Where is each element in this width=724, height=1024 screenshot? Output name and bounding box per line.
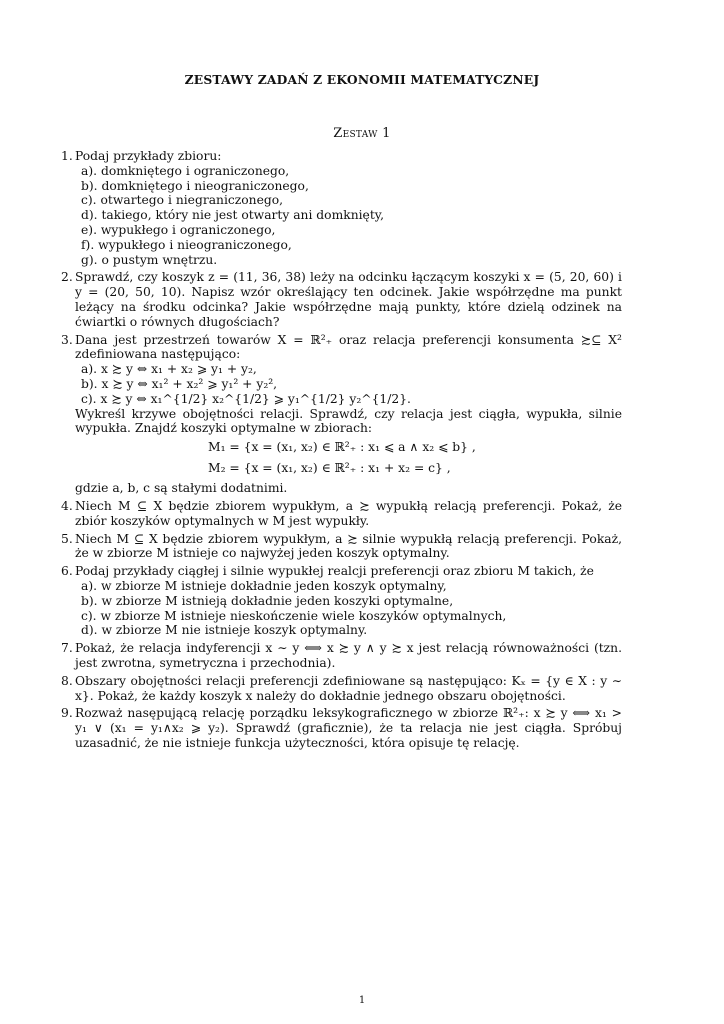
problem-3 (61, 333, 622, 496)
list-item: a). w zbiorze M istnieje dokładnie jeden koszyk optymalny, (81, 578, 447, 593)
problem-number: 3. (61, 332, 73, 347)
problem-text: Niech M ⊆ X będzie zbiorem wypukłym, a ≿ silnie wypukłą relacją preferencji. Pokaż, że w zbiorze M istnieje co najwyżej jeden koszyk optymalny. (75, 531, 622, 561)
problem-intro: Podaj przykłady ciągłej i silnie wypukłej realcji preferencji oraz zbioru M takich, że (75, 564, 594, 579)
problem-intro: Podaj przykłady zbioru: (75, 149, 222, 163)
list-item: c). w zbiorze M istnieje nieskończenie wiele koszyków optymalnych, (81, 608, 507, 623)
problem-closing: gdzie a, b, c są stałymi dodatnimi. (75, 481, 288, 496)
list-item: a). x ≿ y ⇔ x₁ + x₂ ⩾ y₁ + y₂, (81, 362, 257, 377)
problem-list (61, 149, 622, 754)
problem-intro: Dana jest przestrzeń towarów X = ℝ²₊ oraz relacja preferencji konsumenta ≿⊆ X² zdefiniowana następująco: (75, 332, 622, 362)
problem-6 (61, 564, 622, 638)
equation-m1: M₁ = {x = (x₁, x₂) ∈ ℝ²₊ : x₁ ⩽ a ∧ x₂ ⩽ b} , (208, 440, 476, 455)
list-item: b). w zbiorze M istnieją dokładnie jeden koszyki optymalne, (81, 593, 454, 608)
problem-number: 8. (61, 673, 73, 688)
problem-text: Wykreśl krzywe obojętności relacji. Sprawdź, czy relacja jest ciągła, wypukła, silnie wypukła. Znajdź koszyki optymalne w zbiorach: (75, 406, 622, 436)
list-item: c). x ≿ y ⇔ x₁^{1/2} x₂^{1/2} ⩾ y₁^{1/2} y₂^{1/2}. (81, 391, 411, 406)
list-item: d). w zbiorze M nie istnieje koszyk optymalny. (81, 623, 368, 638)
problem-text: Sprawdź, czy koszyk z = (11, 36, 38) leży na odcinku łączącym koszyki x = (5, 20, 60) i y = (20, 50, 10). Napisz wzór określający ten odcinek. Jakie współrzędne ma punkt leżący na środku odcinka? Jakie współrzędne mają punkty, które dzielą odzinek na ćwiartki o równych długościach? (75, 270, 622, 329)
problem-5 (61, 532, 622, 562)
list-item: f). wypukłego i nieograniczonego, (81, 237, 292, 252)
problem-9 (61, 706, 622, 750)
equation-block (75, 437, 622, 479)
problem-1 (61, 149, 622, 267)
problem-7 (61, 641, 622, 671)
list-item: c). otwartego i niegraniczonego, (81, 193, 284, 208)
problem-number: 7. (61, 641, 73, 656)
problem-number: 1. (61, 149, 73, 163)
page-number: 1 (358, 995, 366, 1006)
problem-text: Obszary obojętności relacji preferencji zdefiniowane są następująco: Kₓ = {y ∈ X : y ∼ x}. Pokaż, że każdy koszyk x należy do dokładnie jednego obszaru obojętności. (75, 673, 622, 703)
problem-8 (61, 674, 622, 704)
list-item: d). takiego, który nie jest otwarty ani domknięty, (81, 208, 384, 223)
list-item: a). domkniętego i ograniczonego, (81, 163, 290, 178)
problem-text: Rozważ nasępującą relację porządku leksykograficznego w zbiorze ℝ²₊: x ≿ y ⟺ x₁ > y₁ ∨ (x₁ = y₁∧x₂ ⩾ y₂). Sprawdź (graficznie), że ta relacja nie jest ciągła. Spróbuj uzasadnić, że nie istnieje funkcja użyteczności, która opisuje tę relację. (75, 706, 622, 750)
problem-sublist (75, 362, 622, 406)
document-title: ZESTAWY ZADAŃ Z EKONOMII MATEMATYCZNEJ (184, 72, 540, 87)
problem-4 (61, 499, 622, 529)
problem-text: Pokaż, że relacja indyferencji x ∼ y ⟺ x ≿ y ∧ y ≿ x jest relacją równoważności (tzn. jest zwrotna, symetryczna i przechodnia). (75, 641, 622, 670)
problem-sublist (75, 579, 622, 638)
problem-number: 6. (61, 564, 73, 579)
list-item: e). wypukłego i ograniczonego, (81, 222, 276, 237)
problem-number: 9. (61, 706, 73, 721)
problem-number: 2. (61, 270, 73, 285)
problem-number: 4. (61, 498, 73, 513)
problem-text: Niech M ⊆ X będzie zbiorem wypukłym, a ≿ wypukłą relacją preferencji. Pokaż, że zbiór koszyków optymalnych w M jest wypukły. (75, 498, 622, 528)
problem-sublist (75, 164, 622, 268)
problem-number: 5. (61, 531, 73, 546)
list-item: b). x ≿ y ⇔ x₁² + x₂² ⩾ y₁² + y₂², (81, 376, 278, 391)
section-heading: Zestaw 1 (333, 126, 391, 141)
equation-m2: M₂ = {x = (x₁, x₂) ∈ ℝ²₊ : x₁ + x₂ = c} , (208, 461, 451, 476)
problem-2 (61, 270, 622, 329)
list-item: b). domkniętego i nieograniczonego, (81, 178, 309, 193)
list-item: g). o pustym wnętrzu. (81, 252, 218, 267)
